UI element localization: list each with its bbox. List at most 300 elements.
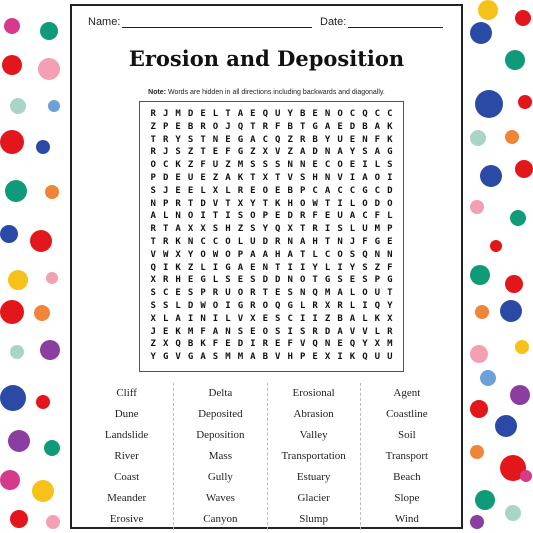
grid-letter[interactable]: S (362, 262, 368, 273)
grid-letter[interactable]: P (162, 198, 169, 209)
grid-letter[interactable]: E (175, 288, 181, 299)
grid-letter[interactable]: I (387, 172, 393, 183)
grid-letter[interactable]: L (162, 211, 169, 222)
grid-letter[interactable]: A (250, 249, 256, 260)
grid-letter[interactable]: O (299, 198, 306, 209)
grid-letter[interactable]: Q (362, 109, 368, 119)
grid-letter[interactable]: R (299, 134, 306, 145)
grid-letter[interactable]: R (150, 109, 156, 119)
grid-letter[interactable]: A (250, 134, 256, 145)
grid-letter[interactable]: D (200, 198, 206, 209)
grid-letter[interactable]: T (312, 275, 318, 286)
grid-letter[interactable]: L (225, 185, 231, 196)
grid-letter[interactable]: N (150, 198, 156, 209)
date-field[interactable] (320, 16, 443, 28)
grid-letter[interactable]: S (387, 160, 393, 171)
grid-letter[interactable]: H (275, 249, 281, 260)
grid-letter[interactable]: O (374, 172, 381, 183)
grid-letter[interactable]: S (250, 224, 256, 235)
grid-letter[interactable]: S (337, 224, 343, 235)
grid-letter[interactable]: J (150, 326, 156, 337)
grid-letter[interactable]: L (374, 160, 381, 171)
grid-letter[interactable]: G (237, 147, 244, 158)
grid-letter[interactable]: A (324, 185, 331, 196)
grid-letter[interactable]: H (175, 275, 181, 286)
grid-letter[interactable]: Z (237, 224, 244, 235)
grid-letter[interactable]: R (250, 288, 256, 299)
grid-letter[interactable]: C (349, 109, 356, 119)
grid-letter[interactable]: R (262, 121, 269, 132)
grid-letter[interactable]: A (175, 224, 181, 235)
grid-letter[interactable]: S (237, 211, 244, 222)
grid-letter[interactable]: C (374, 185, 381, 196)
grid-letter[interactable]: U (337, 134, 343, 145)
grid-letter[interactable]: Z (374, 262, 381, 273)
grid-letter[interactable]: C (349, 185, 356, 196)
grid-letter[interactable]: O (299, 275, 306, 286)
grid-letter[interactable]: T (225, 109, 231, 119)
grid-letter[interactable]: R (312, 300, 318, 311)
grid-letter[interactable]: Z (225, 160, 231, 171)
grid-letter[interactable]: D (162, 172, 169, 183)
grid-letter[interactable]: C (324, 249, 331, 260)
grid-letter[interactable]: M (237, 352, 244, 363)
grid-letter[interactable]: C (262, 134, 269, 145)
grid-letter[interactable]: A (299, 147, 306, 158)
grid-letter[interactable]: U (374, 352, 381, 363)
grid-letter[interactable]: C (200, 236, 206, 247)
grid-letter[interactable]: M (324, 288, 331, 299)
grid-letter[interactable]: Z (287, 134, 293, 145)
name-line[interactable] (122, 16, 312, 28)
grid-letter[interactable]: Q (349, 339, 356, 350)
grid-letter[interactable]: A (337, 147, 343, 158)
grid-letter[interactable]: O (237, 288, 244, 299)
grid-letter[interactable]: E (175, 185, 181, 196)
grid-letter[interactable]: D (275, 275, 281, 286)
word-search-grid[interactable] (139, 101, 404, 372)
grid-letter[interactable]: V (349, 326, 356, 337)
grid-letter[interactable]: S (287, 288, 293, 299)
grid-letter[interactable]: L (212, 109, 219, 119)
grid-letter[interactable]: K (200, 339, 206, 350)
grid-letter[interactable]: G (374, 236, 381, 247)
grid-letter[interactable]: T (275, 262, 281, 273)
grid-letter[interactable]: A (374, 121, 381, 132)
grid-letter[interactable]: E (337, 121, 343, 132)
grid-letter[interactable]: O (337, 109, 343, 119)
grid-letter[interactable]: S (362, 275, 368, 286)
grid-letter[interactable]: G (387, 275, 393, 286)
grid-letter[interactable]: E (387, 236, 393, 247)
grid-letter[interactable]: F (374, 211, 381, 222)
grid-letter[interactable]: E (312, 109, 318, 119)
grid-letter[interactable]: F (200, 326, 206, 337)
grid-letter[interactable]: E (349, 134, 356, 145)
grid-letter[interactable]: W (200, 300, 206, 311)
grid-letter[interactable]: G (312, 121, 318, 132)
grid-letter[interactable]: L (349, 198, 356, 209)
date-line[interactable] (348, 16, 443, 28)
grid-letter[interactable]: D (349, 121, 356, 132)
grid-letter[interactable]: F (374, 134, 381, 145)
grid-letter[interactable]: H (287, 352, 293, 363)
grid-letter[interactable]: W (312, 198, 318, 209)
grid-letter[interactable]: D (187, 300, 194, 311)
grid-letter[interactable]: X (250, 313, 256, 324)
grid-letter[interactable]: L (212, 275, 219, 286)
grid-letter[interactable]: T (200, 134, 206, 145)
grid-letter[interactable]: D (374, 198, 381, 209)
grid-letter[interactable]: E (275, 211, 281, 222)
grid-letter[interactable]: R (312, 224, 318, 235)
grid-letter[interactable]: T (250, 172, 256, 183)
grid-letter[interactable]: X (200, 224, 206, 235)
grid-letter[interactable]: E (275, 288, 281, 299)
grid-letter[interactable]: Y (387, 300, 393, 311)
grid-letter[interactable]: Q (312, 339, 318, 350)
grid-letter[interactable]: N (374, 249, 381, 260)
grid-letter[interactable]: D (262, 275, 269, 286)
grid-letter[interactable]: N (187, 236, 194, 247)
grid-letter[interactable]: R (237, 185, 244, 196)
grid-letter[interactable]: I (362, 300, 368, 311)
grid-letter[interactable]: C (337, 185, 343, 196)
grid-letter[interactable]: S (237, 326, 244, 337)
grid-letter[interactable]: C (212, 236, 219, 247)
grid-letter[interactable]: L (237, 236, 244, 247)
grid-letter[interactable]: T (150, 236, 156, 247)
grid-letter[interactable]: F (287, 339, 293, 350)
grid-letter[interactable]: Z (324, 313, 331, 324)
grid-letter[interactable]: W (212, 249, 219, 260)
grid-letter[interactable]: S (275, 160, 281, 171)
grid-letter[interactable]: U (187, 172, 194, 183)
grid-letter[interactable]: N (200, 313, 206, 324)
grid-letter[interactable]: O (250, 211, 256, 222)
grid-letter[interactable]: O (212, 121, 219, 132)
grid-letter[interactable]: O (187, 211, 194, 222)
grid-letter[interactable]: C (162, 288, 169, 299)
grid-letter[interactable]: U (362, 224, 368, 235)
grid-letter[interactable]: G (362, 185, 368, 196)
grid-letter[interactable]: Z (187, 147, 194, 158)
grid-letter[interactable]: I (225, 211, 231, 222)
grid-letter[interactable]: S (212, 352, 219, 363)
grid-letter[interactable]: U (387, 352, 393, 363)
grid-letter[interactable]: H (225, 224, 231, 235)
grid-letter[interactable]: E (175, 172, 181, 183)
grid-letter[interactable]: N (324, 147, 331, 158)
grid-letter[interactable]: W (162, 249, 169, 260)
grid-letter[interactable]: I (162, 262, 169, 273)
grid-letter[interactable]: T (324, 236, 331, 247)
grid-letter[interactable]: Y (312, 262, 318, 273)
grid-letter[interactable]: B (312, 134, 318, 145)
grid-letter[interactable]: P (200, 288, 206, 299)
grid-letter[interactable]: V (287, 172, 293, 183)
grid-letter[interactable]: F (362, 236, 368, 247)
grid-letter[interactable]: P (150, 172, 156, 183)
grid-letter[interactable]: S (362, 147, 368, 158)
grid-letter[interactable]: O (362, 198, 368, 209)
grid-letter[interactable]: V (237, 313, 244, 324)
grid-letter[interactable]: S (175, 147, 181, 158)
grid-letter[interactable]: X (262, 147, 269, 158)
grid-letter[interactable]: E (200, 109, 206, 119)
grid-letter[interactable]: C (312, 185, 318, 196)
grid-letter[interactable]: O (225, 249, 231, 260)
grid-letter[interactable]: E (200, 172, 206, 183)
grid-letter[interactable]: V (299, 339, 306, 350)
grid-letter[interactable]: T (387, 288, 393, 299)
grid-letter[interactable]: T (212, 211, 219, 222)
grid-letter[interactable]: T (225, 198, 231, 209)
grid-letter[interactable]: R (150, 224, 156, 235)
grid-letter[interactable]: T (187, 198, 194, 209)
grid-letter[interactable]: F (387, 262, 393, 273)
grid-letter[interactable]: N (324, 172, 331, 183)
grid-letter[interactable]: A (175, 313, 181, 324)
grid-letter[interactable]: I (312, 313, 318, 324)
grid-letter[interactable]: B (187, 121, 194, 132)
grid-letter[interactable]: E (337, 339, 343, 350)
grid-letter[interactable]: A (324, 121, 331, 132)
grid-letter[interactable]: A (200, 352, 206, 363)
grid-letter[interactable]: H (312, 172, 318, 183)
grid-letter[interactable]: K (175, 236, 181, 247)
grid-letter[interactable]: Q (362, 352, 368, 363)
grid-letter[interactable]: C (287, 313, 293, 324)
grid-letter[interactable]: K (349, 352, 356, 363)
grid-letter[interactable]: A (299, 236, 306, 247)
grid-letter[interactable]: B (287, 121, 293, 132)
grid-letter[interactable]: L (324, 262, 331, 273)
grid-letter[interactable]: L (349, 224, 356, 235)
grid-letter[interactable]: R (275, 236, 281, 247)
grid-letter[interactable]: D (287, 211, 293, 222)
grid-letter[interactable]: A (349, 313, 356, 324)
grid-letter[interactable]: R (162, 236, 169, 247)
grid-letter[interactable]: O (150, 160, 156, 171)
grid-letter[interactable]: Z (150, 339, 156, 350)
grid-letter[interactable]: S (225, 275, 231, 286)
grid-letter[interactable]: M (387, 339, 393, 350)
grid-letter[interactable]: O (362, 288, 368, 299)
grid-letter[interactable]: I (337, 352, 343, 363)
grid-letter[interactable]: K (275, 198, 281, 209)
grid-letter[interactable]: A (212, 326, 219, 337)
grid-letter[interactable]: T (162, 224, 169, 235)
grid-letter[interactable]: V (362, 326, 368, 337)
grid-letter[interactable]: T (275, 172, 281, 183)
grid-letter[interactable]: I (212, 262, 219, 273)
grid-letter[interactable]: S (299, 172, 306, 183)
grid-letter[interactable]: G (162, 352, 169, 363)
grid-letter[interactable]: N (299, 288, 306, 299)
grid-letter[interactable]: O (262, 185, 269, 196)
grid-letter[interactable]: K (237, 172, 244, 183)
grid-letter[interactable]: G (225, 262, 231, 273)
grid-letter[interactable]: K (175, 326, 181, 337)
grid-letter[interactable]: Y (175, 134, 181, 145)
grid-letter[interactable]: Z (150, 121, 156, 132)
grid-letter[interactable]: Y (324, 134, 331, 145)
grid-letter[interactable]: R (262, 339, 269, 350)
grid-letter[interactable]: S (250, 275, 256, 286)
grid-letter[interactable]: B (262, 352, 269, 363)
grid-letter[interactable]: E (250, 109, 256, 119)
grid-letter[interactable]: L (175, 300, 181, 311)
grid-letter[interactable]: E (262, 313, 269, 324)
grid-letter[interactable]: X (175, 249, 181, 260)
grid-letter[interactable]: R (299, 211, 306, 222)
grid-letter[interactable]: O (387, 198, 393, 209)
name-field[interactable] (88, 16, 312, 28)
grid-letter[interactable]: S (150, 288, 156, 299)
grid-letter[interactable]: L (200, 262, 206, 273)
grid-letter[interactable]: X (324, 300, 331, 311)
grid-letter[interactable]: S (212, 224, 219, 235)
grid-letter[interactable]: I (324, 224, 331, 235)
grid-letter[interactable]: Q (237, 121, 244, 132)
grid-letter[interactable]: Q (275, 224, 281, 235)
grid-letter[interactable]: K (387, 121, 393, 132)
grid-letter[interactable]: U (337, 211, 343, 222)
grid-letter[interactable]: S (162, 300, 169, 311)
grid-letter[interactable]: R (387, 326, 393, 337)
grid-letter[interactable]: T (200, 147, 206, 158)
grid-letter[interactable]: E (237, 275, 244, 286)
grid-letter[interactable]: T (150, 134, 156, 145)
grid-letter[interactable]: E (250, 262, 256, 273)
grid-letter[interactable]: C (374, 109, 381, 119)
grid-letter[interactable]: J (162, 147, 169, 158)
grid-letter[interactable]: I (349, 172, 356, 183)
grid-letter[interactable]: Z (187, 262, 194, 273)
grid-letter[interactable]: X (262, 172, 269, 183)
grid-letter[interactable]: S (275, 326, 281, 337)
grid-letter[interactable]: F (212, 339, 219, 350)
grid-letter[interactable]: Q (312, 288, 318, 299)
grid-letter[interactable]: S (150, 185, 156, 196)
grid-letter[interactable]: N (225, 326, 231, 337)
grid-letter[interactable]: E (349, 160, 356, 171)
grid-letter[interactable]: B (299, 109, 306, 119)
grid-letter[interactable]: N (324, 339, 331, 350)
grid-letter[interactable]: R (162, 275, 169, 286)
grid-letter[interactable]: O (200, 249, 206, 260)
grid-letter[interactable]: P (237, 249, 244, 260)
grid-letter[interactable]: T (262, 198, 269, 209)
grid-letter[interactable]: E (275, 185, 281, 196)
grid-letter[interactable]: N (337, 236, 343, 247)
grid-letter[interactable]: E (275, 339, 281, 350)
grid-letter[interactable]: P (162, 121, 169, 132)
grid-letter[interactable]: Y (187, 249, 194, 260)
grid-letter[interactable]: B (287, 185, 293, 196)
grid-letter[interactable]: R (162, 134, 169, 145)
grid-letter[interactable]: X (374, 339, 381, 350)
grid-letter[interactable]: A (337, 326, 343, 337)
grid-letter[interactable]: S (337, 275, 343, 286)
grid-letter[interactable]: N (287, 236, 293, 247)
grid-letter[interactable]: X (387, 313, 393, 324)
grid-letter[interactable]: Q (374, 300, 381, 311)
grid-letter[interactable]: I (337, 262, 343, 273)
grid-letter[interactable]: K (374, 313, 381, 324)
grid-letter[interactable]: D (312, 147, 318, 158)
grid-letter[interactable]: F (225, 147, 231, 158)
grid-letter[interactable]: V (337, 172, 343, 183)
grid-letter[interactable]: Z (250, 147, 256, 158)
grid-letter[interactable]: D (387, 185, 393, 196)
grid-letter[interactable]: J (225, 121, 231, 132)
grid-letter[interactable]: S (150, 300, 156, 311)
grid-letter[interactable]: I (200, 211, 206, 222)
grid-letter[interactable]: P (262, 211, 269, 222)
grid-letter[interactable]: A (225, 172, 231, 183)
grid-letter[interactable]: L (162, 313, 169, 324)
grid-letter[interactable]: R (337, 300, 343, 311)
grid-letter[interactable]: K (175, 262, 181, 273)
grid-letter[interactable]: I (287, 262, 293, 273)
grid-letter[interactable]: I (212, 313, 219, 324)
grid-letter[interactable]: N (287, 160, 293, 171)
grid-letter[interactable]: R (150, 147, 156, 158)
grid-letter[interactable]: T (299, 249, 306, 260)
grid-letter[interactable]: I (362, 160, 368, 171)
grid-letter[interactable]: N (287, 275, 293, 286)
grid-letter[interactable]: C (387, 109, 393, 119)
grid-letter[interactable]: O (225, 236, 231, 247)
grid-letter[interactable]: D (324, 326, 331, 337)
grid-letter[interactable]: B (337, 313, 343, 324)
grid-letter[interactable]: X (150, 313, 156, 324)
grid-letter[interactable]: U (275, 109, 281, 119)
grid-letter[interactable]: X (287, 224, 293, 235)
grid-letter[interactable]: O (262, 326, 269, 337)
grid-letter[interactable]: T (262, 288, 269, 299)
grid-letter[interactable]: X (150, 275, 156, 286)
grid-letter[interactable]: F (275, 121, 281, 132)
grid-letter[interactable]: X (237, 198, 244, 209)
grid-letter[interactable]: U (374, 288, 381, 299)
grid-letter[interactable]: N (262, 262, 269, 273)
grid-letter[interactable]: L (312, 249, 318, 260)
grid-letter[interactable]: I (250, 339, 256, 350)
grid-letter[interactable]: Y (262, 224, 269, 235)
grid-letter[interactable]: E (225, 134, 231, 145)
grid-letter[interactable]: B (187, 339, 194, 350)
grid-letter[interactable]: G (237, 300, 244, 311)
grid-letter[interactable]: G (287, 300, 293, 311)
grid-letter[interactable]: E (324, 211, 331, 222)
grid-letter[interactable]: E (212, 147, 219, 158)
grid-letter[interactable]: V (275, 352, 281, 363)
grid-letter[interactable]: L (374, 326, 381, 337)
grid-letter[interactable]: N (387, 249, 393, 260)
grid-letter[interactable]: N (175, 211, 181, 222)
grid-letter[interactable]: P (299, 352, 306, 363)
grid-letter[interactable]: T (250, 121, 256, 132)
grid-letter[interactable]: Y (150, 352, 156, 363)
grid-letter[interactable]: G (187, 352, 194, 363)
grid-letter[interactable]: M (225, 352, 231, 363)
grid-letter[interactable]: N (362, 134, 368, 145)
grid-letter[interactable]: Y (362, 339, 368, 350)
grid-letter[interactable]: S (275, 313, 281, 324)
